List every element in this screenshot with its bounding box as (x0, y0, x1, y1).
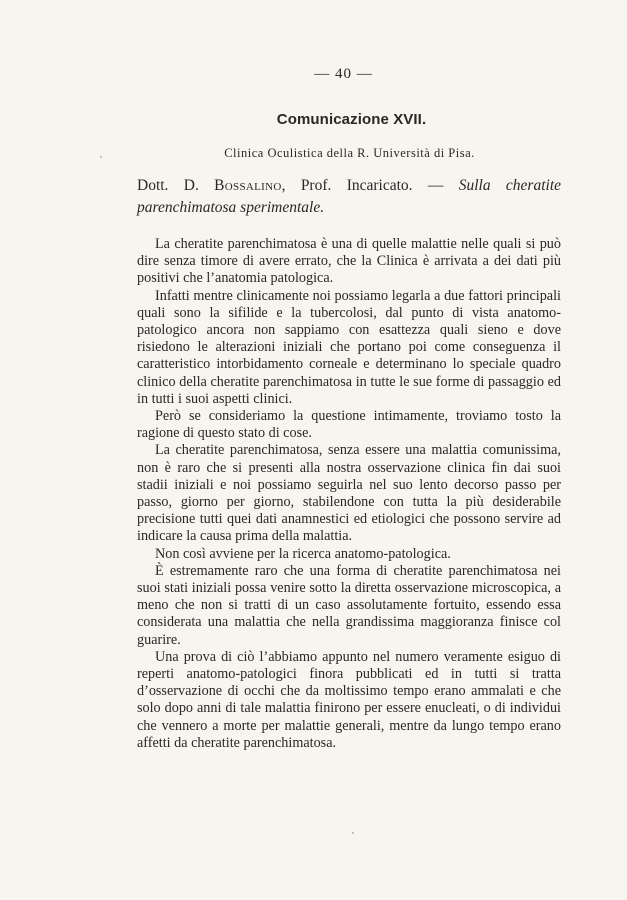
paper-speck (100, 156, 102, 158)
body-text (137, 236, 561, 752)
paragraph-4: La cheratite parenchimatosa, senza essere una malattia comunissima, non è raro che si presenti alla nostra osservazione clinica fin dai suoi stadii iniziali e noi possiamo seguirla nel suo lento decorso passo per passo, giorno per giorno, stabilendone con tutta la più desiderabile precisione tutti quei dati anamnestici ed etiologici che possono servire ad indicare la causa prima della malattia. (137, 442, 561, 545)
paragraph-5: Non così avviene per la ricerca anatomo-patologica. (155, 545, 451, 562)
article-subject: Sulla cheratite parenchimatosa sperimentale. (137, 177, 562, 216)
paper-speck (352, 832, 354, 834)
author-name: Bossalino (214, 177, 282, 194)
paragraph-3: Però se consideriamo la questione intimamente, troviamo tosto la ragione di questo stato di cose. (137, 408, 561, 442)
communication-title: Comunicazione XVII. (276, 111, 427, 128)
author-prefix: Dott. D. (137, 177, 215, 194)
paragraph-6: È estremamente raro che una forma di cheratite parenchimatosa nei suoi stati iniziali possa venire sotto la diretta osservazione microscopica, a meno che non si tratti di un caso assolutamente fortuito, essendo essa considerata una malattia che nella grandissima maggioranza finisce col guarire. (137, 562, 561, 648)
paragraph-1: La cheratite parenchimatosa è una di quelle malattie nelle quali si può dire senza timore di avere errato, che la Clinica è arrivata a dei dati più positivi che l’anatomia patologica. (137, 236, 561, 287)
institution-line: Clinica Oculistica della R. Università di Pisa. (224, 146, 475, 160)
paragraph-7: Una prova di ciò l’abbiamo appunto nel numero veramente esiguo di reperti anatomo-patologici finora pubblicati ed in tutti si tratta d’osservazione di occhi che da moltissimo tempo erano ammalati e che solo dopo anni di tale malattia finirono per essere enucleati, o di individui che vennero a morte per malattie generali, mentre da lungo tempo erano affetti da cheratite parenchimatosa. (137, 648, 561, 751)
paragraph-2: Infatti mentre clinicamente noi possiamo legarla a due fattori principali quali sono la sifilide e la tubercolosi, dal punto di vista anatomo-patologico ancora non sappiamo con esattezza quali sieno e dove risiedono le alterazioni iniziali che portano poi come conseguenza il caratteristico intorbidamento corneale e determinano lo speciale quadro clinico della cheratite parenchimatosa in tutte le sue forme di passaggio ed in tutti i suoi aspetti clinici. (137, 287, 561, 407)
page-number: — 40 — (314, 66, 373, 82)
author-line (137, 175, 561, 219)
author-role: , Prof. Incaricato. — (281, 177, 459, 194)
